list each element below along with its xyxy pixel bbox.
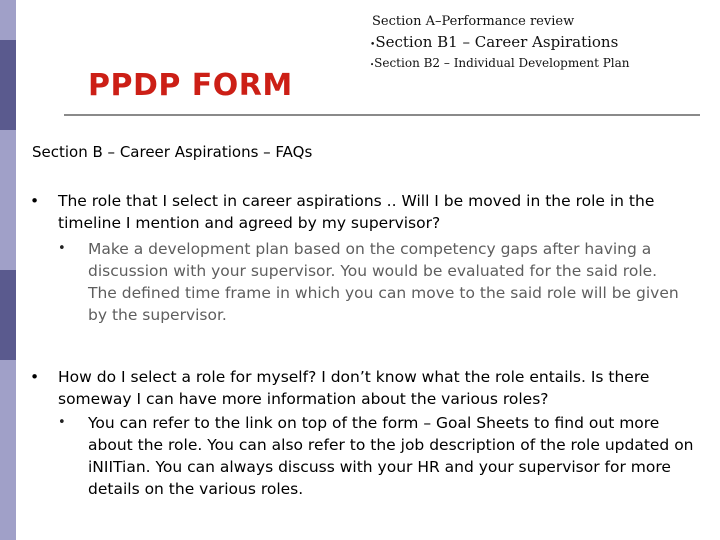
section-b2-label [370, 56, 710, 70]
faq-question [30, 190, 708, 234]
faq-answer [58, 412, 708, 500]
left-decorative-bar [0, 0, 16, 540]
bullet: • [30, 192, 40, 210]
section-b1-text: Section B1 – Career Aspirations [375, 33, 619, 51]
faq-answer-text: Make a development plan based on the competency gaps after having a discussion with your supervisor. You would be evaluated for the said role. The defined time frame in which you can move to the said role will be given by the supervisor. [88, 240, 679, 324]
left-bar-segment [0, 40, 16, 130]
bullet: • [30, 368, 40, 386]
left-bar-segment [0, 270, 16, 360]
section-subtitle: Section B – Career Aspirations – FAQs [32, 143, 313, 161]
section-b1-label [370, 33, 710, 51]
section-list [370, 14, 710, 70]
bullet: • [370, 40, 376, 50]
faq-question-text: How do I select a role for myself? I don’t know what the role entails. Is there someway I can have more information about the various roles? [58, 368, 650, 408]
faq-answer [58, 238, 688, 326]
bullet: • [58, 241, 66, 256]
section-a-label: Section A–Performance review [372, 14, 575, 29]
page-title: PPDP FORM [88, 68, 293, 103]
bullet: • [370, 61, 375, 69]
faq-question-text: The role that I select in career aspirations .. Will I be moved in the role in the timeline I mention and agreed by my supervisor? [58, 192, 655, 232]
bullet: • [58, 415, 66, 430]
header-divider [64, 114, 700, 116]
section-b2-text: Section B2 – Individual Development Plan [374, 56, 630, 70]
faq-question [30, 366, 708, 410]
faq-answer-text: You can refer to the link on top of the form – Goal Sheets to find out more about the role. You can also refer to the job description of the role updated on iNIITian. You can always discuss with your HR and your supervisor for more details on the various roles. [88, 414, 694, 498]
